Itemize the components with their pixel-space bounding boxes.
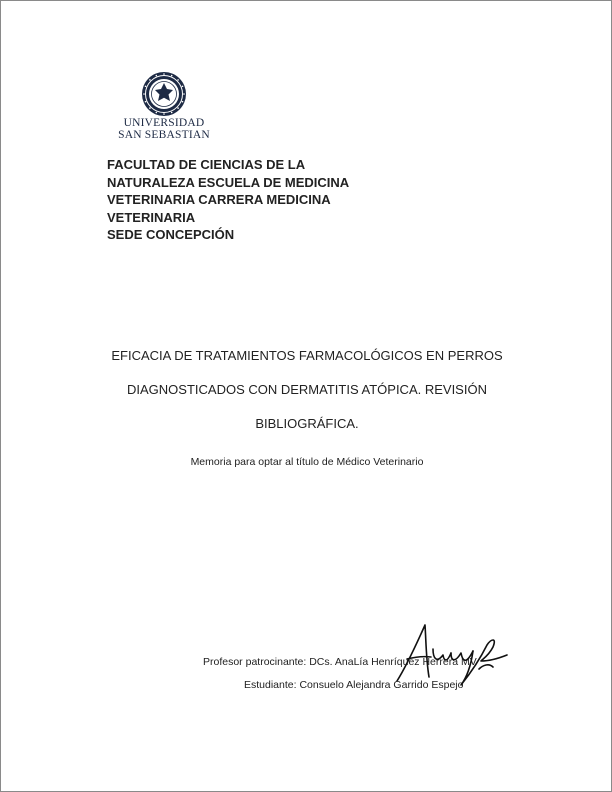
faculty-line-1: FACULTAD DE CIENCIAS DE LA bbox=[107, 157, 306, 172]
student-credit: Estudiante: Consuelo Alejandra Garrido Espejo bbox=[244, 679, 464, 691]
university-name bbox=[109, 117, 219, 141]
university-name-line2: SAN SEBASTIAN bbox=[118, 129, 210, 141]
faculty-line-3: VETERINARIA CARRERA MEDICINA bbox=[107, 192, 331, 207]
sponsor-credit: Profesor patrocinante: DCs. AnaLía Henríquez Herrera MV bbox=[203, 656, 477, 668]
thesis-title-line-3: BIBLIOGRÁFICA. bbox=[255, 416, 359, 431]
thesis-title-line-1: EFICACIA DE TRATAMIENTOS FARMACOLÓGICOS EN PERROS bbox=[111, 348, 503, 363]
faculty-heading bbox=[107, 156, 407, 244]
handwritten-signature-icon bbox=[393, 619, 511, 689]
faculty-line-4: VETERINARIA bbox=[107, 209, 196, 225]
faculty-line-5: SEDE CONCEPCIÓN bbox=[107, 227, 235, 242]
thesis-title-line-2: DIAGNOSTICADOS CON DERMATITIS ATÓPICA. REVISIÓN bbox=[127, 382, 487, 397]
thesis-subtitle: Memoria para optar al título de Médico Veterinario bbox=[190, 456, 424, 468]
faculty-line-2: NATURALEZA ESCUELA DE MEDICINA bbox=[107, 174, 350, 190]
university-name-line1: UNIVERSIDAD bbox=[123, 117, 205, 129]
university-seal-icon bbox=[141, 71, 187, 117]
